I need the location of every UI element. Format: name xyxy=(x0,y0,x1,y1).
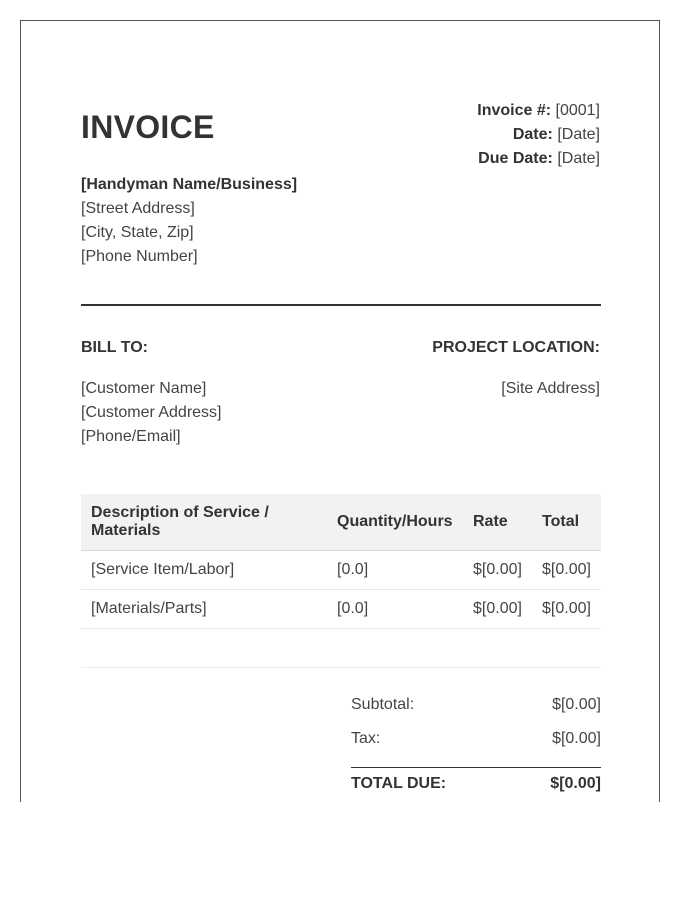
invoice-meta xyxy=(477,99,600,171)
total-due-value: $[0.00] xyxy=(550,775,601,792)
customer-contact: [Phone/Email] xyxy=(81,428,181,445)
table-row xyxy=(81,550,601,589)
row-description: [Service Item/Labor] xyxy=(81,550,327,589)
business-phone: [Phone Number] xyxy=(81,248,198,265)
row-rate: $[0.00] xyxy=(463,589,532,628)
row-total: $[0.00] xyxy=(532,550,601,589)
site-address: [Site Address] xyxy=(501,380,600,397)
invoice-page xyxy=(20,20,660,802)
row-quantity: [0.0] xyxy=(327,550,463,589)
total-due-row xyxy=(351,767,601,800)
invoice-number-label: Invoice #: xyxy=(477,102,552,119)
header-quantity: Quantity/Hours xyxy=(327,494,463,550)
table-header-row xyxy=(81,494,601,550)
invoice-date-value: [Date] xyxy=(557,126,600,143)
subtotal-label: Subtotal: xyxy=(351,696,415,713)
table-end-divider xyxy=(81,667,601,668)
tax-row xyxy=(351,727,601,761)
invoice-number-value: [0001] xyxy=(555,102,600,119)
invoice-date-label: Date: xyxy=(512,126,553,143)
subtotal-row xyxy=(351,693,601,727)
header-rate: Rate xyxy=(463,494,532,550)
bill-to-details xyxy=(81,377,222,449)
invoice-date-row xyxy=(477,123,600,147)
business-city: [City, State, Zip] xyxy=(81,224,194,241)
customer-address: [Customer Address] xyxy=(81,404,222,421)
invoice-number-row xyxy=(477,99,600,123)
project-location-details xyxy=(501,377,600,401)
line-items-table xyxy=(81,494,601,629)
header-total: Total xyxy=(532,494,601,550)
header-divider xyxy=(81,304,601,306)
customer-name: [Customer Name] xyxy=(81,380,207,397)
business-info xyxy=(81,173,297,269)
invoice-title: INVOICE xyxy=(81,109,215,145)
bill-to-label: BILL TO: xyxy=(81,339,148,356)
totals-block xyxy=(351,693,601,800)
tax-value: $[0.00] xyxy=(552,730,601,747)
invoice-due-date-row xyxy=(477,147,600,171)
table-row xyxy=(81,589,601,628)
subtotal-value: $[0.00] xyxy=(552,696,601,713)
row-description: [Materials/Parts] xyxy=(81,589,327,628)
row-total: $[0.00] xyxy=(532,589,601,628)
business-name: [Handyman Name/Business] xyxy=(81,176,298,193)
business-street: [Street Address] xyxy=(81,200,195,217)
row-quantity: [0.0] xyxy=(327,589,463,628)
tax-label: Tax: xyxy=(351,730,381,747)
total-due-label: TOTAL DUE: xyxy=(351,775,447,792)
header-description: Description of Service / Materials xyxy=(81,494,327,550)
row-rate: $[0.00] xyxy=(463,550,532,589)
project-location-label: PROJECT LOCATION: xyxy=(432,339,600,356)
invoice-due-date-value: [Date] xyxy=(557,150,600,167)
invoice-due-date-label: Due Date: xyxy=(478,150,553,167)
